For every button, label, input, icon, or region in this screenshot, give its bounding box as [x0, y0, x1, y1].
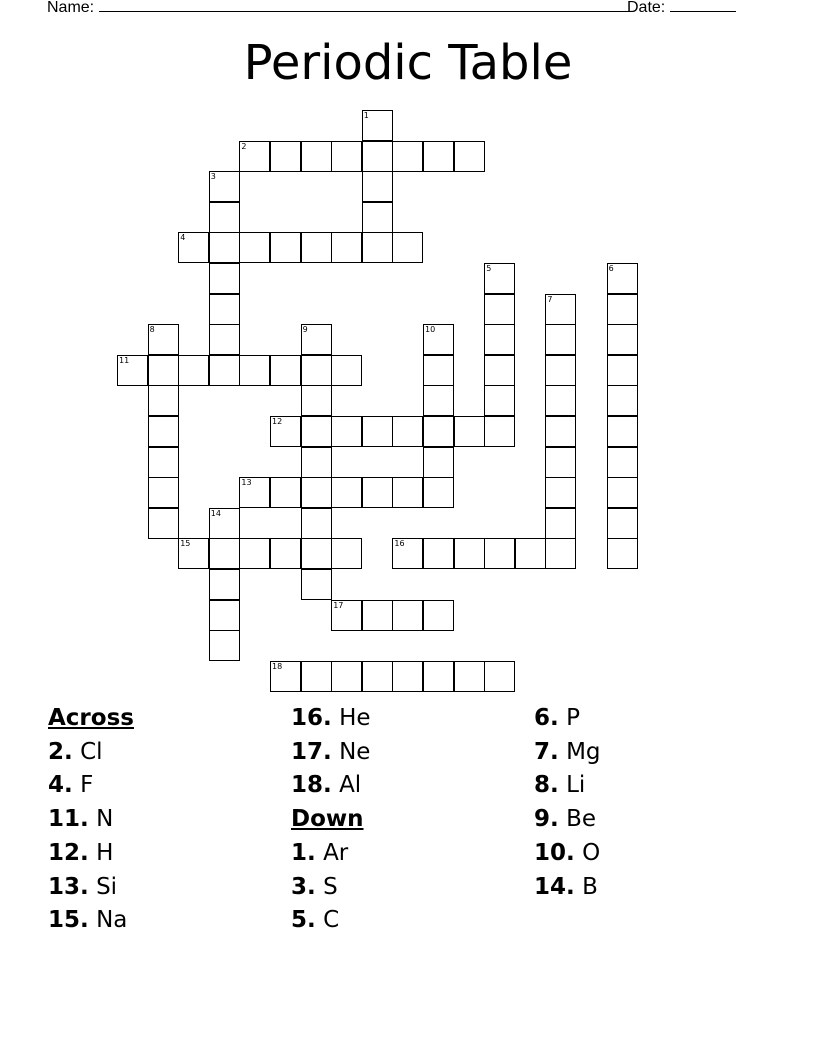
grid-cell[interactable] — [362, 110, 393, 141]
clue-item — [48, 871, 134, 905]
grid-cell[interactable] — [301, 385, 332, 416]
page-title: Periodic Table — [243, 35, 573, 91]
grid-cell[interactable] — [454, 538, 485, 569]
grid-cell[interactable] — [209, 263, 240, 294]
grid-cell[interactable] — [545, 416, 576, 447]
grid-cell[interactable] — [607, 385, 638, 416]
grid-cell[interactable] — [270, 416, 301, 447]
grid-cell[interactable] — [454, 661, 485, 692]
clue-column-2 — [291, 702, 371, 938]
grid-cell[interactable] — [484, 416, 515, 447]
clue-item-text: Al — [339, 772, 362, 799]
clue-column-1 — [48, 702, 134, 938]
grid-cell[interactable] — [362, 661, 393, 692]
grid-cell[interactable] — [331, 661, 362, 692]
clue-item-text: Cl — [80, 738, 103, 765]
clue-item — [291, 871, 371, 905]
clue-item-text: S — [323, 873, 338, 900]
grid-cell[interactable] — [362, 477, 393, 508]
clue-number: 10 — [425, 325, 436, 335]
grid-cell[interactable] — [607, 447, 638, 478]
grid-cell[interactable] — [362, 171, 393, 202]
grid-cell[interactable] — [209, 232, 240, 263]
grid-cell[interactable] — [423, 477, 454, 508]
grid-cell[interactable] — [484, 263, 515, 294]
clue-item — [291, 702, 371, 736]
clue-item-number: 1. — [291, 839, 316, 866]
grid-cell[interactable] — [209, 171, 240, 202]
clue-number: 18 — [272, 661, 283, 671]
grid-cell[interactable] — [545, 355, 576, 386]
grid-cell[interactable] — [270, 538, 301, 569]
grid-cell[interactable] — [484, 294, 515, 325]
grid-cell[interactable] — [209, 324, 240, 355]
grid-cell[interactable] — [392, 477, 423, 508]
clue-item-number: 10. — [534, 839, 575, 866]
grid-cell[interactable] — [301, 477, 332, 508]
grid-cell[interactable] — [148, 477, 179, 508]
grid-cell[interactable] — [148, 416, 179, 447]
grid-cell[interactable] — [545, 508, 576, 539]
grid-cell[interactable] — [423, 355, 454, 386]
clue-item-number: 15. — [48, 907, 89, 934]
clue-item-number: 13. — [48, 873, 89, 900]
grid-cell[interactable] — [423, 661, 454, 692]
clue-number: 6 — [608, 264, 614, 273]
clue-item-text: P — [566, 705, 580, 731]
grid-cell[interactable] — [209, 630, 240, 661]
grid-cell[interactable] — [301, 355, 332, 386]
grid-cell[interactable] — [607, 416, 638, 447]
clue-item — [534, 736, 601, 770]
grid-cell[interactable] — [607, 508, 638, 539]
clue-item-number: 7. — [534, 738, 559, 765]
clue-item-text: N — [96, 806, 114, 833]
grid-cell[interactable] — [454, 141, 485, 172]
clue-number: 11 — [119, 355, 130, 365]
grid-cell[interactable] — [607, 263, 638, 294]
grid-cell[interactable] — [239, 477, 270, 508]
grid-cell[interactable] — [148, 324, 179, 355]
grid-cell[interactable] — [209, 569, 240, 600]
grid-cell[interactable] — [209, 294, 240, 325]
grid-cell[interactable] — [178, 232, 209, 263]
grid-cell[interactable] — [239, 355, 270, 386]
grid-cell[interactable] — [423, 324, 454, 355]
grid-cell[interactable] — [209, 600, 240, 631]
grid-cell[interactable] — [607, 355, 638, 386]
clue-item — [291, 736, 371, 770]
grid-cell[interactable] — [301, 416, 332, 447]
clue-item — [534, 837, 601, 871]
clue-number: 16 — [394, 539, 405, 549]
clue-item — [291, 904, 371, 938]
grid-cell[interactable] — [331, 600, 362, 631]
grid-cell[interactable] — [423, 416, 454, 447]
grid-cell[interactable] — [362, 416, 393, 447]
grid-cell[interactable] — [607, 324, 638, 355]
grid-cell[interactable] — [423, 385, 454, 416]
grid-cell[interactable] — [392, 661, 423, 692]
clue-number: 12 — [272, 417, 283, 426]
grid-cell[interactable] — [423, 600, 454, 631]
grid-cell[interactable] — [301, 141, 332, 172]
clue-item-text: O — [582, 839, 601, 866]
clue-column-3 — [534, 702, 601, 904]
grid-cell[interactable] — [484, 355, 515, 386]
clue-item-number: 18. — [291, 772, 332, 799]
grid-cell[interactable] — [270, 661, 301, 692]
clue-item-number: 17. — [291, 738, 332, 765]
grid-cell[interactable] — [178, 355, 209, 386]
grid-cell[interactable] — [454, 416, 485, 447]
grid-cell[interactable] — [362, 202, 393, 233]
clue-number: 9 — [302, 325, 308, 335]
clue-number: 3 — [210, 172, 216, 182]
grid-cell[interactable] — [392, 538, 423, 569]
clue-number: 8 — [149, 325, 155, 335]
grid-cell[interactable] — [270, 477, 301, 508]
clue-item-number: 12. — [48, 839, 89, 866]
clue-item-number: 6. — [534, 705, 559, 731]
grid-cell[interactable] — [392, 416, 423, 447]
grid-cell[interactable] — [301, 324, 332, 355]
clue-item — [48, 769, 134, 803]
grid-cell[interactable] — [484, 385, 515, 416]
grid-cell[interactable] — [270, 232, 301, 263]
clue-number: 7 — [547, 294, 553, 304]
clue-item-number: 9. — [534, 806, 559, 833]
clue-item-text: He — [339, 705, 371, 731]
grid-cell[interactable] — [270, 355, 301, 386]
grid-cell[interactable] — [331, 416, 362, 447]
clue-item-text: Ne — [339, 738, 371, 765]
clue-item — [48, 803, 134, 837]
grid-cell[interactable] — [209, 538, 240, 569]
clue-item — [291, 769, 371, 803]
grid-cell[interactable] — [362, 141, 393, 172]
grid-cell[interactable] — [545, 538, 576, 569]
grid-cell[interactable] — [545, 447, 576, 478]
clue-item-number: 2. — [48, 738, 73, 765]
clue-heading: Down — [291, 806, 364, 833]
grid-cell[interactable] — [301, 538, 332, 569]
clue-item-number: 16. — [291, 705, 332, 731]
clue-item — [534, 871, 601, 905]
clue-number: 13 — [241, 478, 252, 488]
clue-number: 14 — [210, 508, 221, 518]
grid-cell[interactable] — [484, 324, 515, 355]
grid-cell[interactable] — [484, 538, 515, 569]
clue-number: 17 — [333, 600, 344, 610]
date-label: Date: — [627, 0, 666, 16]
clue-item — [534, 803, 601, 837]
grid-cell[interactable] — [209, 508, 240, 539]
clue-item-text: Mg — [566, 738, 601, 765]
clue-item-text: Be — [566, 806, 596, 833]
grid-cell[interactable] — [148, 447, 179, 478]
grid-cell[interactable] — [209, 355, 240, 386]
grid-cell[interactable] — [301, 661, 332, 692]
grid-cell[interactable] — [301, 569, 332, 600]
grid-cell[interactable] — [270, 141, 301, 172]
clue-item-number: 8. — [534, 772, 559, 799]
name-label: Name: — [47, 0, 95, 16]
grid-cell[interactable] — [545, 477, 576, 508]
grid-cell[interactable] — [148, 355, 179, 386]
clue-item-number: 5. — [291, 907, 316, 934]
clue-item-text: C — [323, 907, 340, 934]
grid-cell[interactable] — [607, 294, 638, 325]
grid-cell[interactable] — [423, 141, 454, 172]
clue-heading: Across — [48, 705, 134, 731]
clue-item-text: B — [582, 873, 598, 900]
clue-number: 15 — [180, 539, 191, 549]
grid-cell[interactable] — [607, 538, 638, 569]
grid-cell[interactable] — [545, 385, 576, 416]
grid-cell[interactable] — [331, 232, 362, 263]
grid-cell[interactable] — [301, 447, 332, 478]
grid-cell[interactable] — [362, 232, 393, 263]
clue-item — [291, 837, 371, 871]
clue-item-text: Na — [96, 907, 128, 934]
clue-item — [48, 904, 134, 938]
grid-cell[interactable] — [301, 508, 332, 539]
grid-cell[interactable] — [331, 538, 362, 569]
clue-item-number: 14. — [534, 873, 575, 900]
clue-item — [534, 769, 601, 803]
grid-cell[interactable] — [178, 538, 209, 569]
grid-cell[interactable] — [545, 324, 576, 355]
grid-cell[interactable] — [392, 600, 423, 631]
clue-item-text: F — [80, 772, 94, 799]
clue-number: 5 — [486, 264, 492, 273]
clue-number: 2 — [241, 141, 247, 151]
clue-item — [534, 702, 601, 736]
grid-cell[interactable] — [239, 141, 270, 172]
grid-cell[interactable] — [239, 232, 270, 263]
clue-item-number: 3. — [291, 873, 316, 900]
clue-item-number: 4. — [48, 772, 73, 799]
grid-cell[interactable] — [423, 538, 454, 569]
grid-cell[interactable] — [209, 202, 240, 233]
clue-item-text: Si — [96, 873, 118, 900]
clue-item — [48, 837, 134, 871]
grid-cell[interactable] — [331, 477, 362, 508]
clue-item-text: Li — [566, 772, 586, 799]
grid-cell[interactable] — [331, 141, 362, 172]
grid-cell[interactable] — [362, 600, 393, 631]
grid-cell[interactable] — [607, 477, 638, 508]
grid-cell[interactable] — [423, 447, 454, 478]
grid-cell[interactable] — [545, 294, 576, 325]
clue-item-text: Ar — [323, 839, 349, 866]
grid-cell[interactable] — [148, 385, 179, 416]
grid-cell[interactable] — [301, 232, 332, 263]
grid-cell[interactable] — [148, 508, 179, 539]
grid-cell[interactable] — [331, 355, 362, 386]
grid-cell[interactable] — [117, 355, 148, 386]
grid-cell[interactable] — [392, 141, 423, 172]
clue-number: 4 — [180, 233, 186, 243]
clue-number: 1 — [363, 111, 369, 120]
clue-item-number: 11. — [48, 806, 89, 833]
grid-cell[interactable] — [392, 232, 423, 263]
grid-cell[interactable] — [484, 661, 515, 692]
clue-item — [48, 736, 134, 770]
grid-cell[interactable] — [515, 538, 546, 569]
clue-item-text: H — [96, 839, 114, 866]
grid-cell[interactable] — [239, 538, 270, 569]
